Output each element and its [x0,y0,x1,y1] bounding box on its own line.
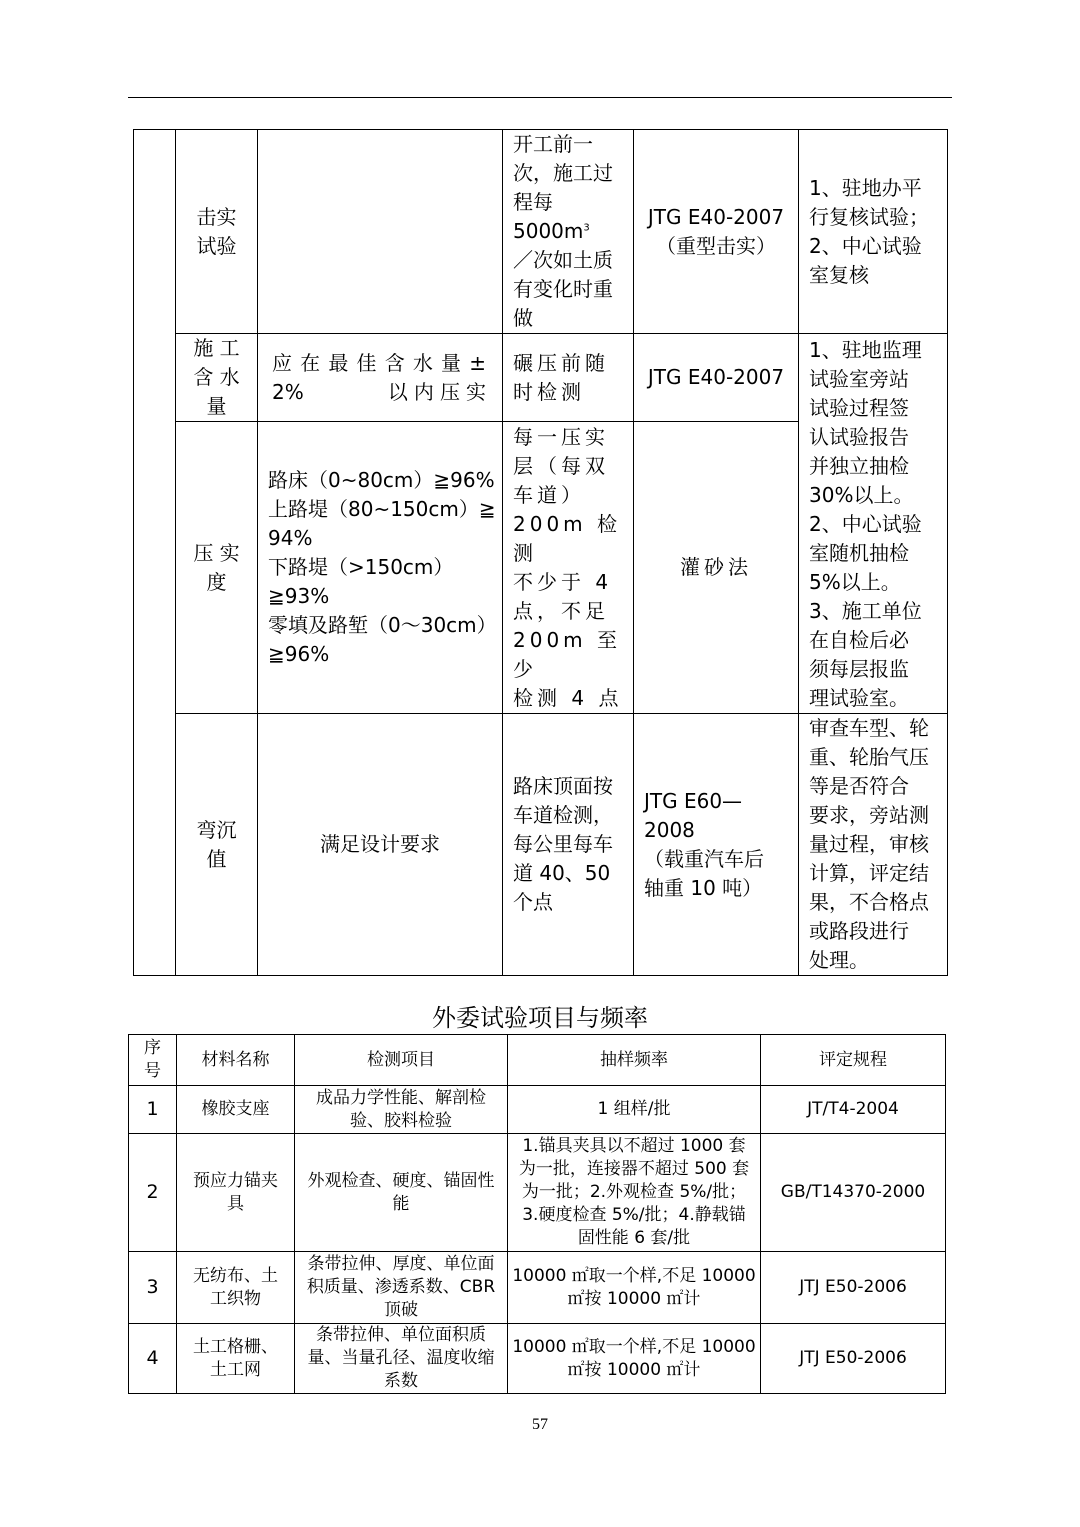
test-cell: 条带拉伸、厚度、单位面 积质量、渗透系数、CBR 顶破 [295,1252,508,1324]
test-cell: 条带拉伸、单位面积质 量、当量孔径、温度收缩 系数 [295,1324,508,1394]
standard-cell: JTJ E50-2006 [761,1252,946,1324]
standard-cell: JT/T4-2004 [761,1086,946,1134]
method-cell: JTG E60—2008 （载重汽车后 轴重 10 吨） [634,714,799,976]
requirement-cell: 应在最佳含水量± 2% 以内压实 [258,334,503,422]
inspection-table [133,129,948,976]
item-cell: 击实 试验 [176,130,258,334]
frequency-cell: 1 组样/批 [508,1086,761,1134]
page-number: 57 [532,1416,548,1433]
frequency-cell: 路床顶面按 车道检测， 每公里每车 道 40、50 个点 [503,714,634,976]
material-cell: 预应力锚夹 具 [177,1134,295,1252]
row-number: 4 [129,1324,177,1394]
table-row [134,130,948,334]
requirement-cell: 路床（0~80cm）≧96% 上路堤（80~150cm）≧ 94% 下路堤（>150cm）≧93% 零填及路堑（0～30cm） ≧96% [258,422,503,714]
header-frequency: 抽样频率 [508,1035,761,1086]
header-no: 序 号 [129,1035,177,1086]
frequency-cell: 1.锚具夹具以不超过 1000 套 为一批，连接器不超过 500 套 为一批；2.外观检查 5%/批； 3.硬度检查 5%/批；4.静载锚 固性能 6 套/批 [508,1134,761,1252]
frequency-cell: 每一压实 层（每双 车道） 200m 检测 不少于 4 点，不足 200m 至少 检测 4 点 [503,422,634,714]
control-cell: 审查车型、轮 重、轮胎气压 等是否符合 要求，旁站测 量过程，审核 计算，评定结 果，不合格点 或路段进行 处理。 [799,714,948,976]
group-cell [134,130,176,976]
material-cell: 土工格栅、 土工网 [177,1324,295,1394]
item-cell: 弯沉 值 [176,714,258,976]
frequency-cell: 10000 ㎡取一个样,不足 10000 ㎡按 10000 ㎡计 [508,1324,761,1394]
material-cell: 橡胶支座 [177,1086,295,1134]
control-cell: 1、驻地办平 行复核试验； 2、中心试验 室复核 [799,130,948,334]
table-row [129,1134,946,1252]
table-row [129,1324,946,1394]
method-cell: JTG E40-2007 [634,334,799,422]
test-cell: 外观检查、硬度、锚固性 能 [295,1134,508,1252]
method-cell: JTG E40-2007 （重型击实） [634,130,799,334]
control-cell-merged: 1、驻地监理 试验室旁站 试验过程签 认试验报告 并独立抽检 30%以上。 2、中心试验 室随机抽检 5%以上。 3、施工单位 在自检后必 须每层报监 理试验室。 [799,334,948,714]
row-number: 3 [129,1252,177,1324]
row-number: 1 [129,1086,177,1134]
header-standard: 评定规程 [761,1035,946,1086]
outsourced-test-table [128,1034,946,1394]
test-cell: 成品力学性能、解剖检 验、胶料检验 [295,1086,508,1134]
table-row [134,714,948,976]
table-row [134,334,948,422]
frequency-cell: 碾压前随 时检测 [503,334,634,422]
material-cell: 无纺布、土 工织物 [177,1252,295,1324]
row-number: 2 [129,1134,177,1252]
standard-cell: JTJ E50-2006 [761,1324,946,1394]
table-row [129,1252,946,1324]
standard-cell: GB/T14370-2000 [761,1134,946,1252]
item-cell: 施 工 含 水 量 [176,334,258,422]
section-title: 外委试验项目与频率 [432,1004,648,1032]
frequency-cell: 开工前一 次，施工过 程每 $5000m^3$ ／次如土质 有变化时重 做 [503,130,634,334]
item-cell: 压 实 度 [176,422,258,714]
requirement-cell: 满足设计要求 [258,714,503,976]
requirement-cell [258,130,503,334]
header-material: 材料名称 [177,1035,295,1086]
table-header-row [129,1035,946,1086]
table-row [129,1086,946,1134]
frequency-cell: 10000 ㎡取一个样,不足 10000 ㎡按 10000 ㎡计 [508,1252,761,1324]
method-cell: 灌砂法 [634,422,799,714]
header-test: 检测项目 [295,1035,508,1086]
header-rule [128,97,952,98]
superscript: 3 [583,222,590,234]
